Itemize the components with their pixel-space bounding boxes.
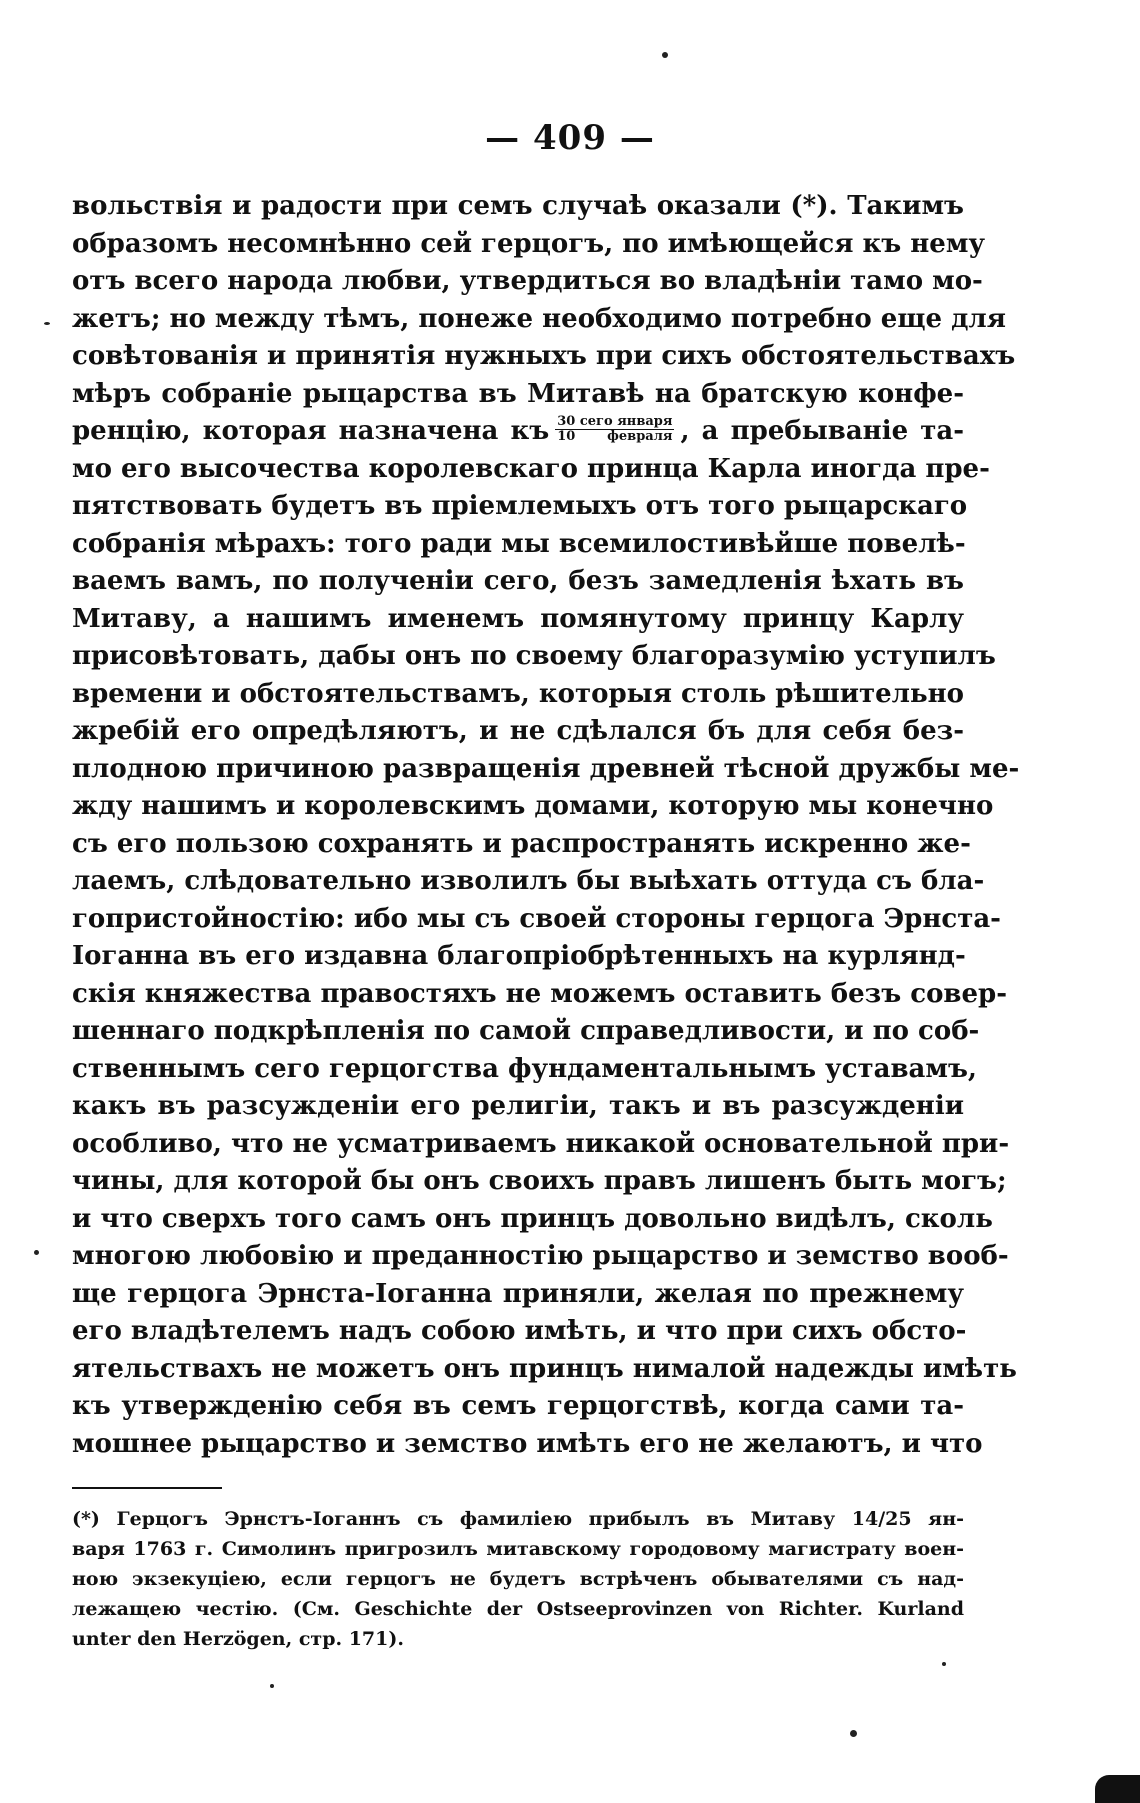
text-line: скія княжества правостяхъ не можемъ оставить безъ совер- (72, 978, 1008, 1009)
text-line: отъ всего народа любви, утвердиться во владѣніи тамо мо- (72, 266, 983, 296)
text-line: жду нашимъ и королевскимъ домами, которую мы конечно (72, 791, 994, 821)
text-line: ваемъ вамъ, по полученіи сего, безъ замедленія ѣхать въ (72, 566, 964, 596)
scan-speck (270, 1684, 274, 1688)
text-line: совѣтованія и принятія нужныхъ при сихъ обстоятельствахъ (72, 341, 1016, 371)
text-line: къ утвержденію себя въ семъ герцогствѣ, когда сами та- (72, 1391, 964, 1421)
footnote-line: unter den Herzögen, стр. 171). (72, 1628, 404, 1650)
text-line: жетъ; но между тѣмъ, понеже необходимо потребно еще для (72, 303, 1006, 334)
text-line-with-fraction (72, 413, 964, 451)
text-line: и что сверхъ того самъ онъ принцъ довольно видѣлъ, сколь (72, 1203, 993, 1234)
footnote-line: (*) Герцогъ Эрнстъ-Іоганнъ съ фамиліею прибылъ въ Митаву 14/25 ян- (72, 1508, 964, 1530)
scan-speck (942, 1662, 946, 1666)
text-line: мошнее рыцарство и земство имѣть его не желаютъ, и что (72, 1428, 983, 1459)
text-line: плодною причиною развращенія древней тѣсной дружбы ме- (72, 753, 1020, 784)
date-fraction (555, 415, 674, 444)
scan-corner-mark (1095, 1775, 1140, 1803)
text-line: пятствовать будетъ въ пріемлемыхъ отъ того рыцарскаго (72, 491, 968, 521)
text-line: его владѣтелемъ надъ собою имѣть, и что при сихъ обсто- (72, 1316, 967, 1346)
fraction-line-before: ренцію, которая назначена къ (72, 416, 550, 446)
text-line: шеннаго подкрѣпленія по самой справедливости, и по соб- (72, 1016, 980, 1046)
scan-speck (34, 1250, 39, 1255)
scan-speck (662, 52, 668, 58)
text-line: жребій его опредѣляютъ, и не сдѣлался бъ для себя без- (72, 716, 964, 746)
text-line: собранія мѣрахъ: того ради мы всемилостивѣйше повелѣ- (72, 528, 966, 559)
date-fraction-denominator: 10 февраля (557, 428, 673, 444)
scan-speck (44, 322, 50, 325)
fraction-line-after: , а пребываніе та- (680, 416, 965, 446)
text-line: образомъ несомнѣнно сей герцогъ, по имѣющейся къ нему (72, 228, 986, 259)
text-line: ще герцога Эрнста-Іоганна приняли, желая по прежнему (72, 1278, 964, 1309)
text-line: съ его пользою сохранять и распространять искренно же- (72, 828, 971, 859)
page-number: — 409 — (485, 118, 655, 158)
footnote-line: ною экзекуціею, если герцогъ не будетъ встрѣченъ обывателями съ над- (72, 1568, 964, 1590)
text-line: ятельствахъ не можетъ онъ принцъ нималой надежды имѣть (72, 1353, 1017, 1384)
text-line: мо его высочества королевскаго принца Карла иногда пре- (72, 453, 990, 484)
text-line: времени и обстоятельствамъ, которыя столь рѣшительно (72, 678, 964, 709)
footnote-line: лежащею честію. (См. Geschichte der Ostseeprovinzen von Richter. Kurland (72, 1598, 964, 1620)
body-text (72, 188, 1020, 1463)
text-line: Іоганна въ его издавна благопріобрѣтенныхъ на курлянд- (72, 941, 966, 971)
scan-speck (850, 1730, 857, 1737)
text-line: какъ въ разсужденіи его религіи, такъ и въ разсужденіи (72, 1091, 964, 1121)
footnote-line: варя 1763 г. Симолинъ пригрозилъ митавскому городовому магистрату воен- (72, 1538, 964, 1560)
text-line: вольствія и радости при семъ случаѣ оказали (*). Такимъ (72, 191, 964, 221)
text-line: присовѣтовать, дабы онъ по своему благоразумію уступилъ (72, 641, 996, 671)
text-line: многою любовію и преданностію рыцарство и земство вооб- (72, 1241, 1009, 1271)
text-line: мѣръ собраніе рыцарства въ Митавѣ на братскую конфе- (72, 378, 964, 409)
footnote (72, 1504, 964, 1654)
footnote-divider (72, 1487, 222, 1489)
text-line: Митаву, а нашимъ именемъ помянутому принцу Карлу (72, 603, 964, 634)
text-line: чины, для которой бы онъ своихъ правъ лишенъ быть могъ; (72, 1166, 1007, 1196)
text-line: гопристойностію: ибо мы съ своей стороны герцога Эрнста- (72, 903, 1001, 934)
text-line: лаемъ, слѣдовательно изволилъ бы выѣхать оттуда съ бла- (72, 866, 985, 896)
text-line: ственнымъ сего герцогства фундаментальнымъ уставамъ, (72, 1053, 977, 1084)
text-line: особливо, что не усматриваемъ никакой основательной при- (72, 1128, 1010, 1159)
date-fraction-numerator: 30 сего января (557, 413, 673, 429)
